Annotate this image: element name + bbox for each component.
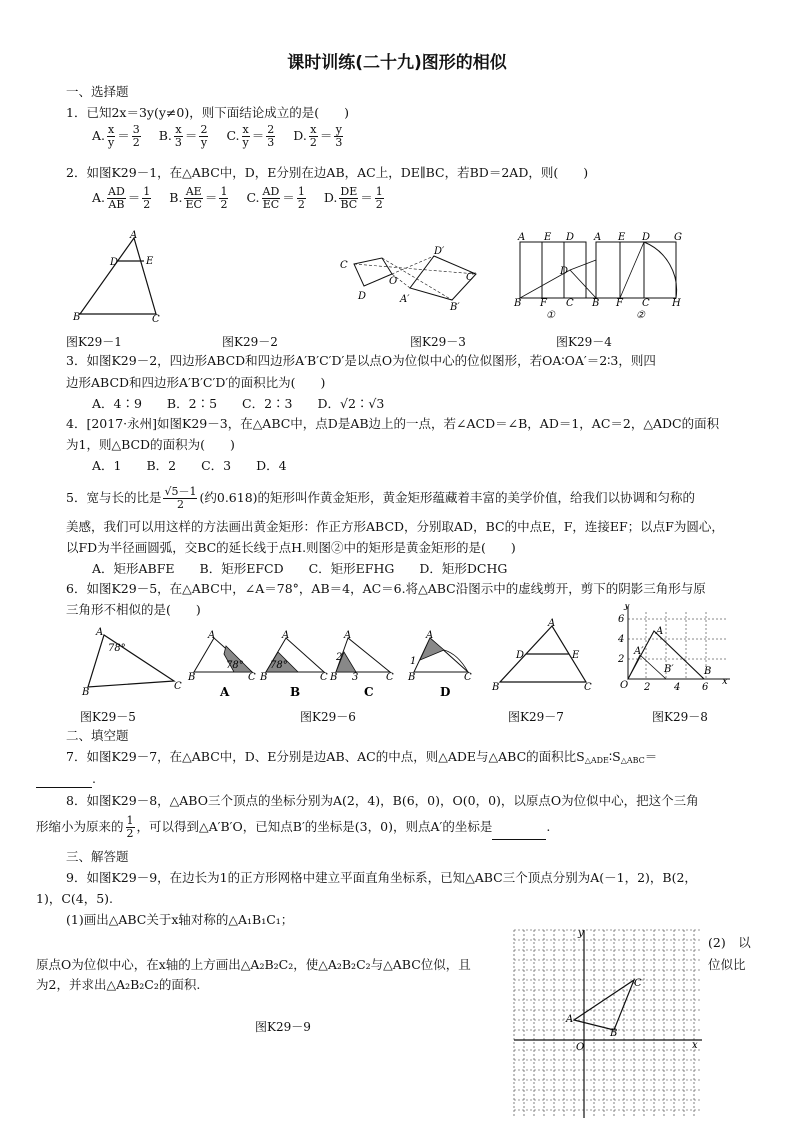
label-d: D	[110, 257, 119, 268]
fraction: $\frac{2}{3}$	[267, 123, 275, 149]
caption-k29-2: 图K29－2	[222, 335, 278, 349]
label-angle: 78°	[270, 660, 288, 671]
tick-y-2: 2	[618, 654, 625, 665]
fraction: $\frac{DE}{BC}$	[340, 185, 358, 211]
label-d: D	[566, 232, 575, 243]
section-solve: 三、解答题	[66, 849, 129, 864]
caption-k29-5: 图K29－5	[80, 710, 136, 724]
figure-k29-1	[70, 228, 180, 323]
q4-line1: 4．[2017·永州]如图K29－3，在△ABC中，点D是AB边上的一点，若∠ACD＝∠B，AD＝1，AC＝2，△ADC的面积	[66, 416, 720, 431]
option-b[interactable]: B. $\frac{AE}{EC}$ ＝ $\frac{1}{2}$	[169, 185, 228, 211]
label-a: A	[130, 230, 138, 241]
fraction: $\frac{y}{3}$	[335, 123, 343, 149]
label-c: C	[464, 672, 472, 683]
fraction: $\frac{AE}{EC}$	[185, 185, 202, 211]
figure-k29-5	[78, 625, 188, 697]
option-d[interactable]: D. $\frac{DE}{BC}$ ＝ $\frac{1}{2}$	[323, 185, 383, 211]
golden-ratio-fraction	[163, 486, 197, 511]
q7-end: .	[92, 771, 96, 786]
q8-fraction	[126, 815, 135, 840]
q9-part2-ratio: 位似比	[708, 957, 746, 972]
frac-num: √5－1	[164, 485, 197, 498]
label-e: E	[618, 232, 626, 243]
q8-answer-blank[interactable]	[492, 825, 546, 840]
label-b: B	[592, 298, 600, 309]
label-2: 2	[336, 652, 343, 663]
label-a: A	[96, 627, 104, 638]
label-e: E	[544, 232, 552, 243]
fraction: $\frac{1}{2}$	[143, 185, 151, 211]
caption-k29-1: 图K29－1	[66, 335, 122, 349]
label-c: C	[320, 672, 328, 683]
tick-6: 6	[702, 682, 709, 693]
caption-k29-7: 图K29－7	[508, 710, 564, 724]
label-g: G	[674, 232, 682, 243]
option-d[interactable]: D. $\frac{x}{2}$ ＝ $\frac{y}{3}$	[293, 123, 343, 149]
label-d-prime: D′	[434, 246, 445, 257]
label-f: F	[540, 298, 547, 309]
q1-options	[92, 124, 361, 149]
q9-part1: (1)画出△ABC关于x轴对称的△A₁B₁C₁；	[66, 912, 294, 927]
figure-k29-2	[334, 244, 484, 314]
label-h: H	[672, 298, 681, 309]
label-a: A	[344, 630, 352, 641]
choice-d: D	[440, 685, 451, 699]
page-title: 课时训练(二十九)图形的相似	[287, 53, 507, 73]
q8-pre: 形缩小为原来的	[36, 819, 124, 834]
tick-2: 2	[644, 682, 651, 693]
caption-k29-3: 图K29－3	[410, 335, 466, 349]
label-d2: D	[560, 266, 569, 277]
q7-line1	[66, 748, 657, 770]
option-a[interactable]: A. $\frac{AD}{AB}$ ＝ $\frac{1}{2}$	[92, 185, 151, 211]
q9-line1: 9．如图K29－9，在边长为1的正方形网格中建立平面直角坐标系，已知△ABC三个顶点分别为A(－1，2)，B(2，	[66, 870, 697, 885]
frac-den: 2	[126, 827, 134, 840]
figure-k29-8	[616, 604, 736, 696]
label-a: A	[282, 630, 290, 641]
label-o: O	[389, 276, 398, 287]
label-a: A	[548, 618, 556, 629]
choice-c: C	[364, 685, 374, 699]
q5-post: (约0.618)的矩形叫作黄金矩形，黄金矩形蕴藏着丰富的美学价值，给我们以协调和匀称的	[199, 490, 696, 505]
q4-line2: 为1，则△BCD的面积为( )	[66, 437, 235, 452]
fraction: $\frac{2}{y}$	[200, 123, 208, 149]
q2-options	[92, 186, 402, 211]
label-e: E	[572, 650, 580, 661]
label-c: C	[248, 672, 256, 683]
label-f: F	[616, 298, 623, 309]
label-d: D	[642, 232, 651, 243]
option-a[interactable]: A. $\frac{x}{y}$ ＝ $\frac{3}{2}$	[92, 123, 140, 149]
option-c[interactable]: C. $\frac{x}{y}$ ＝ $\frac{2}{3}$	[226, 123, 275, 149]
label-o: O	[576, 1042, 585, 1053]
label-c: C	[634, 978, 642, 989]
option-c[interactable]: C. $\frac{AD}{EC}$ ＝ $\frac{1}{2}$	[246, 185, 305, 211]
fraction: $\frac{x}{y}$	[108, 123, 115, 149]
label-a: A	[566, 1014, 574, 1025]
label-c: C	[340, 260, 348, 271]
q6-line1: 6．如图K29－5，在△ABC中，∠A＝78°，AB＝4，AC＝6.将△ABC沿图示中的虚线剪开，剪下的阴影三角形与原	[66, 581, 706, 596]
label-b: B	[408, 672, 416, 683]
q9-part2-end: 为2，并求出△A₂B₂C₂的面积.	[36, 977, 201, 992]
fraction: $\frac{AD}{AB}$	[108, 185, 125, 211]
label-c: C	[174, 681, 182, 692]
label-a: A	[594, 232, 602, 243]
axis-x: x	[722, 676, 728, 687]
axis-y: y	[578, 928, 584, 939]
label-b: B	[704, 666, 712, 677]
q3-line2: 边形ABCD和四边形A′B′C′D′的面积比为( )	[66, 375, 326, 390]
label-a: A	[426, 630, 434, 641]
choice-a: A	[220, 685, 230, 699]
label-c: C	[152, 314, 160, 323]
label-e: E	[146, 256, 154, 267]
option-c-figure	[329, 630, 394, 699]
label-a: A	[208, 630, 216, 641]
q1-stem: 1．已知2x＝3y(y≠0)，则下面结论成立的是( )	[66, 105, 349, 120]
label-b: B	[73, 312, 81, 323]
q3-line1: 3．如图K29－2，四边形ABCD和四边形A′B′C′D′是以点O为位似中心的位似图形，若OA∶OA′＝2∶3，则四	[66, 353, 656, 368]
label-a-prime: A′	[400, 294, 410, 305]
q9-part2-text: 原点O为位似中心，在x轴的上方画出△A₂B₂C₂，使△A₂B₂C₂与△ABC位似，且	[36, 957, 471, 972]
label-c: C	[642, 298, 650, 309]
option-a-figure	[187, 630, 256, 699]
label-circle-2: ②	[636, 310, 645, 320]
label-c: C	[584, 682, 592, 693]
q5-line1	[66, 486, 695, 511]
figure-k29-7	[488, 618, 598, 696]
section-fill: 二、填空题	[66, 728, 129, 743]
figure-k29-6	[186, 628, 476, 700]
fraction: $\frac{1}{2}$	[375, 185, 383, 211]
q9-part2-label: (2) 以	[708, 935, 751, 950]
q7-sub1: △ADE	[584, 756, 609, 765]
label-angle: 78°	[226, 660, 244, 671]
fraction: $\frac{1}{2}$	[220, 185, 228, 211]
label-b: B	[492, 682, 500, 693]
label-b: B	[260, 672, 268, 683]
label-1: 1	[410, 656, 417, 667]
q8-post: ，可以得到△A′B′O，已知点B′的坐标是(3，0)，则点A′的坐标是	[136, 819, 493, 834]
q7-text: 7．如图K29－7，在△ABC中，D、E分别是边AB、AC的中点，则△ADE与△ABC的面积比S	[66, 749, 585, 764]
q6-line2: 三角形不相似的是( )	[66, 602, 201, 617]
label-b: B	[514, 298, 522, 309]
axis-y: y	[624, 604, 630, 611]
option-d-figure	[407, 630, 472, 699]
label-c: C	[566, 298, 574, 309]
q9-line2: 1)，C(4，5).	[36, 891, 114, 906]
label-d: D	[516, 650, 525, 661]
label-b-prime: B′	[664, 664, 674, 675]
label-angle: 78°	[108, 643, 126, 654]
label-b: B	[82, 687, 90, 697]
q7-mid: ∶S	[608, 749, 621, 764]
label-c: C	[386, 672, 394, 683]
q5-line2: 美感，我们可以用这样的方法画出黄金矩形：作正方形ABCD，分别取AD，BC的中点E，F，连接EF；以点F为圆心，	[66, 519, 724, 534]
q2-stem: 2．如图K29－1，在△ABC中，D，E分别在边AB，AC上，DE∥BC，若BD＝2AD，则( )	[66, 165, 589, 180]
figure-k29-4	[580, 230, 690, 320]
label-circle-1: ①	[546, 310, 555, 320]
label-3: 3	[352, 672, 359, 683]
section-choice: 一、选择题	[66, 84, 129, 99]
q8-end: .	[546, 819, 551, 834]
choice-b: B	[290, 685, 301, 699]
q5-pre: 5．宽与长的比是	[66, 490, 162, 505]
label-c-prime: C′	[466, 272, 476, 283]
q4-options: A．1 B．2 C．3 D．4	[92, 458, 287, 473]
caption-k29-6: 图K29－6	[300, 710, 356, 724]
q8-line2	[36, 815, 550, 840]
fraction: $\frac{x}{y}$	[242, 123, 249, 149]
q7-eq: ＝	[644, 749, 658, 764]
figure-k29-9-grid	[512, 928, 704, 1120]
frac-den: 2	[176, 498, 184, 511]
label-o: O	[620, 680, 629, 691]
label-a: A	[518, 232, 526, 243]
fraction: $\frac{x}{3}$	[174, 123, 182, 149]
q7-sub2: △ABC	[620, 756, 645, 765]
label-a-prime: A′	[634, 646, 644, 657]
label-b: B	[188, 672, 196, 683]
label-b: B	[330, 672, 338, 683]
q5-options: A．矩形ABFE B．矩形EFCD C．矩形EFHG D．矩形DCHG	[92, 561, 508, 576]
axis-x: x	[692, 1040, 698, 1051]
q7-answer-blank[interactable]	[36, 773, 92, 788]
label-a: A	[656, 626, 664, 637]
fraction: $\frac{1}{2}$	[297, 185, 305, 211]
label-b-prime: B′	[450, 302, 460, 313]
tick-y-4: 4	[618, 634, 625, 645]
tick-y-6: 6	[618, 614, 625, 625]
tick-4: 4	[674, 682, 681, 693]
q3-options: A．4∶9 B．2∶5 C．2∶3 D．√2∶√3	[92, 396, 385, 411]
label-b: B	[610, 1028, 618, 1039]
label-d: D	[358, 291, 367, 302]
fraction: $\frac{x}{2}$	[309, 123, 317, 149]
option-b[interactable]: B. $\frac{x}{3}$ ＝ $\frac{2}{y}$	[158, 123, 208, 149]
caption-k29-8: 图K29－8	[652, 710, 708, 724]
frac-num: 1	[126, 814, 134, 827]
q8-line1: 8．如图K29－8，△ABO三个顶点的坐标分别为A(2，4)，B(6，0)，O(0，0)，以原点O为位似中心，把这个三角	[66, 793, 699, 808]
fraction: $\frac{AD}{EC}$	[262, 185, 280, 211]
caption-k29-9: 图K29－9	[255, 1020, 311, 1034]
q5-line3: 以FD为半径画圆弧，交BC的延长线于点H.则图②中的矩形是黄金矩形的是( )	[66, 540, 516, 555]
option-b-figure	[259, 630, 328, 699]
caption-k29-4: 图K29－4	[556, 335, 612, 349]
fraction: $\frac{3}{2}$	[132, 123, 140, 149]
q7-answer-line	[36, 770, 96, 788]
